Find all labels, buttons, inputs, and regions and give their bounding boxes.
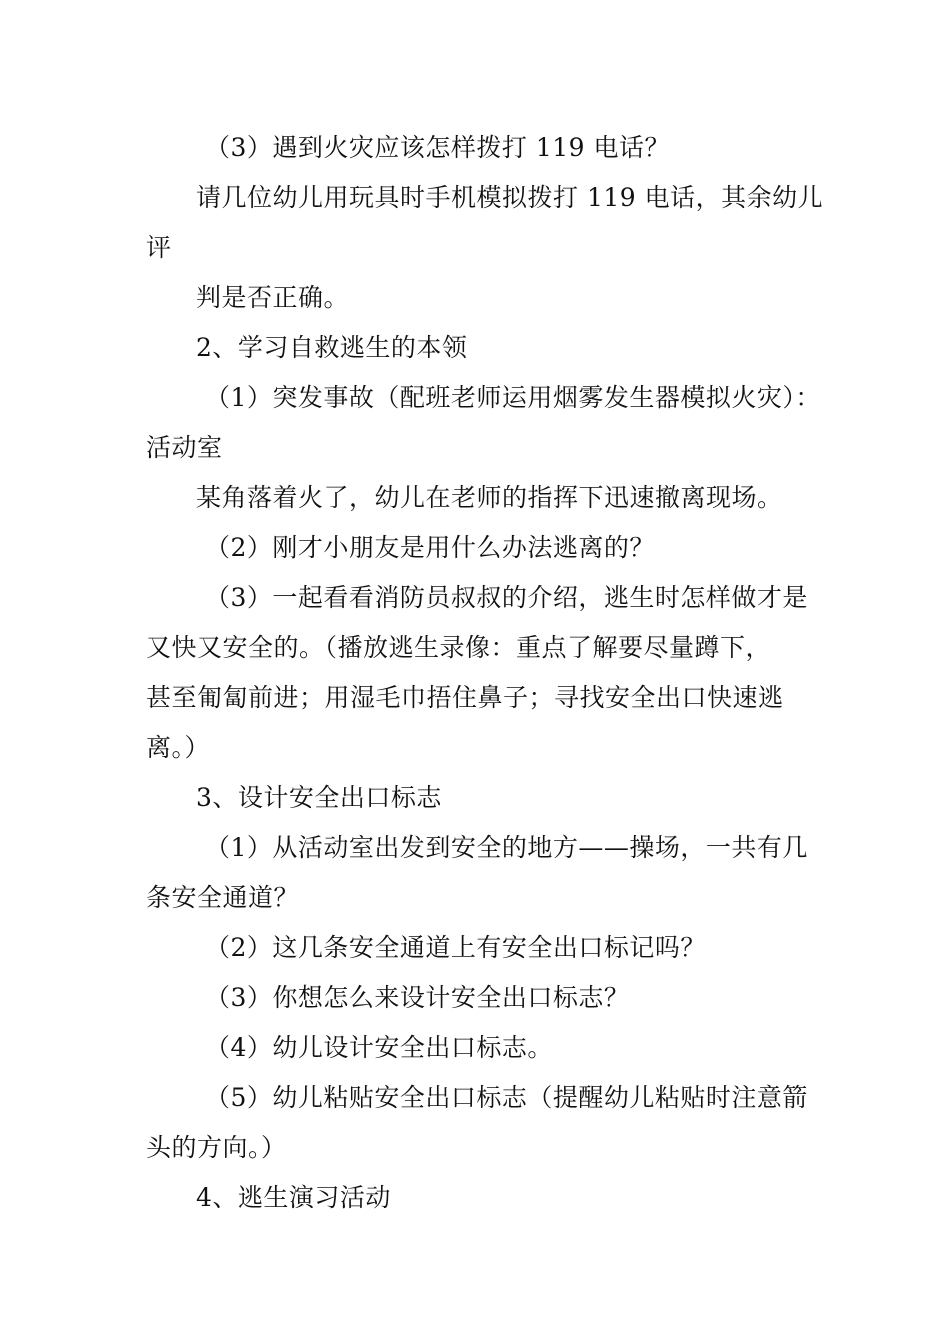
paragraph-line: 某角落着火了，幼儿在老师的指挥下迅速撤离现场。 — [196, 483, 783, 512]
paragraph-line: 评 — [146, 233, 172, 262]
section-heading: 2、学习自救逃生的本领 — [196, 333, 468, 362]
paragraph-line: 条安全通道？ — [146, 883, 300, 912]
paragraph-line: （1）突发事故（配班老师运用烟雾发生器模拟火灾）： — [205, 383, 821, 412]
paragraph-line: （2）刚才小朋友是用什么办法逃离的？ — [205, 533, 655, 562]
paragraph-line: （2）这几条安全通道上有安全出口标记吗？ — [205, 933, 706, 962]
paragraph-line: （5）幼儿粘贴安全出口标志（提醒幼儿粘贴时注意箭 — [205, 1083, 808, 1112]
paragraph-line: （3）遇到火灾应该怎样拨打 119 电话？ — [205, 133, 671, 162]
paragraph-line: 甚至匍匐前进；用湿毛巾捂住鼻子；寻找安全出口快速逃 — [146, 683, 784, 712]
section-heading: 3、设计安全出口标志 — [196, 783, 442, 812]
paragraph-line: 又快又安全的。（播放逃生录像：重点了解要尽量蹲下， — [146, 633, 772, 662]
paragraph-line: 请几位幼儿用玩具时手机模拟拨打 119 电话，其余幼儿 — [196, 183, 824, 212]
paragraph-line: 离。） — [146, 733, 211, 762]
paragraph-line: 判是否正确。 — [196, 283, 350, 312]
paragraph-line: 头的方向。） — [146, 1133, 287, 1162]
section-heading: 4、逃生演习活动 — [196, 1183, 391, 1212]
paragraph-line: （3）一起看看消防员叔叔的介绍，逃生时怎样做才是 — [205, 583, 808, 612]
paragraph-line: （1）从活动室出发到安全的地方——操场，一共有几 — [205, 833, 808, 862]
paragraph-line: （3）你想怎么来设计安全出口标志？ — [205, 983, 630, 1012]
paragraph-line: 活动室 — [146, 433, 223, 462]
paragraph-line: （4）幼儿设计安全出口标志。 — [205, 1033, 553, 1062]
